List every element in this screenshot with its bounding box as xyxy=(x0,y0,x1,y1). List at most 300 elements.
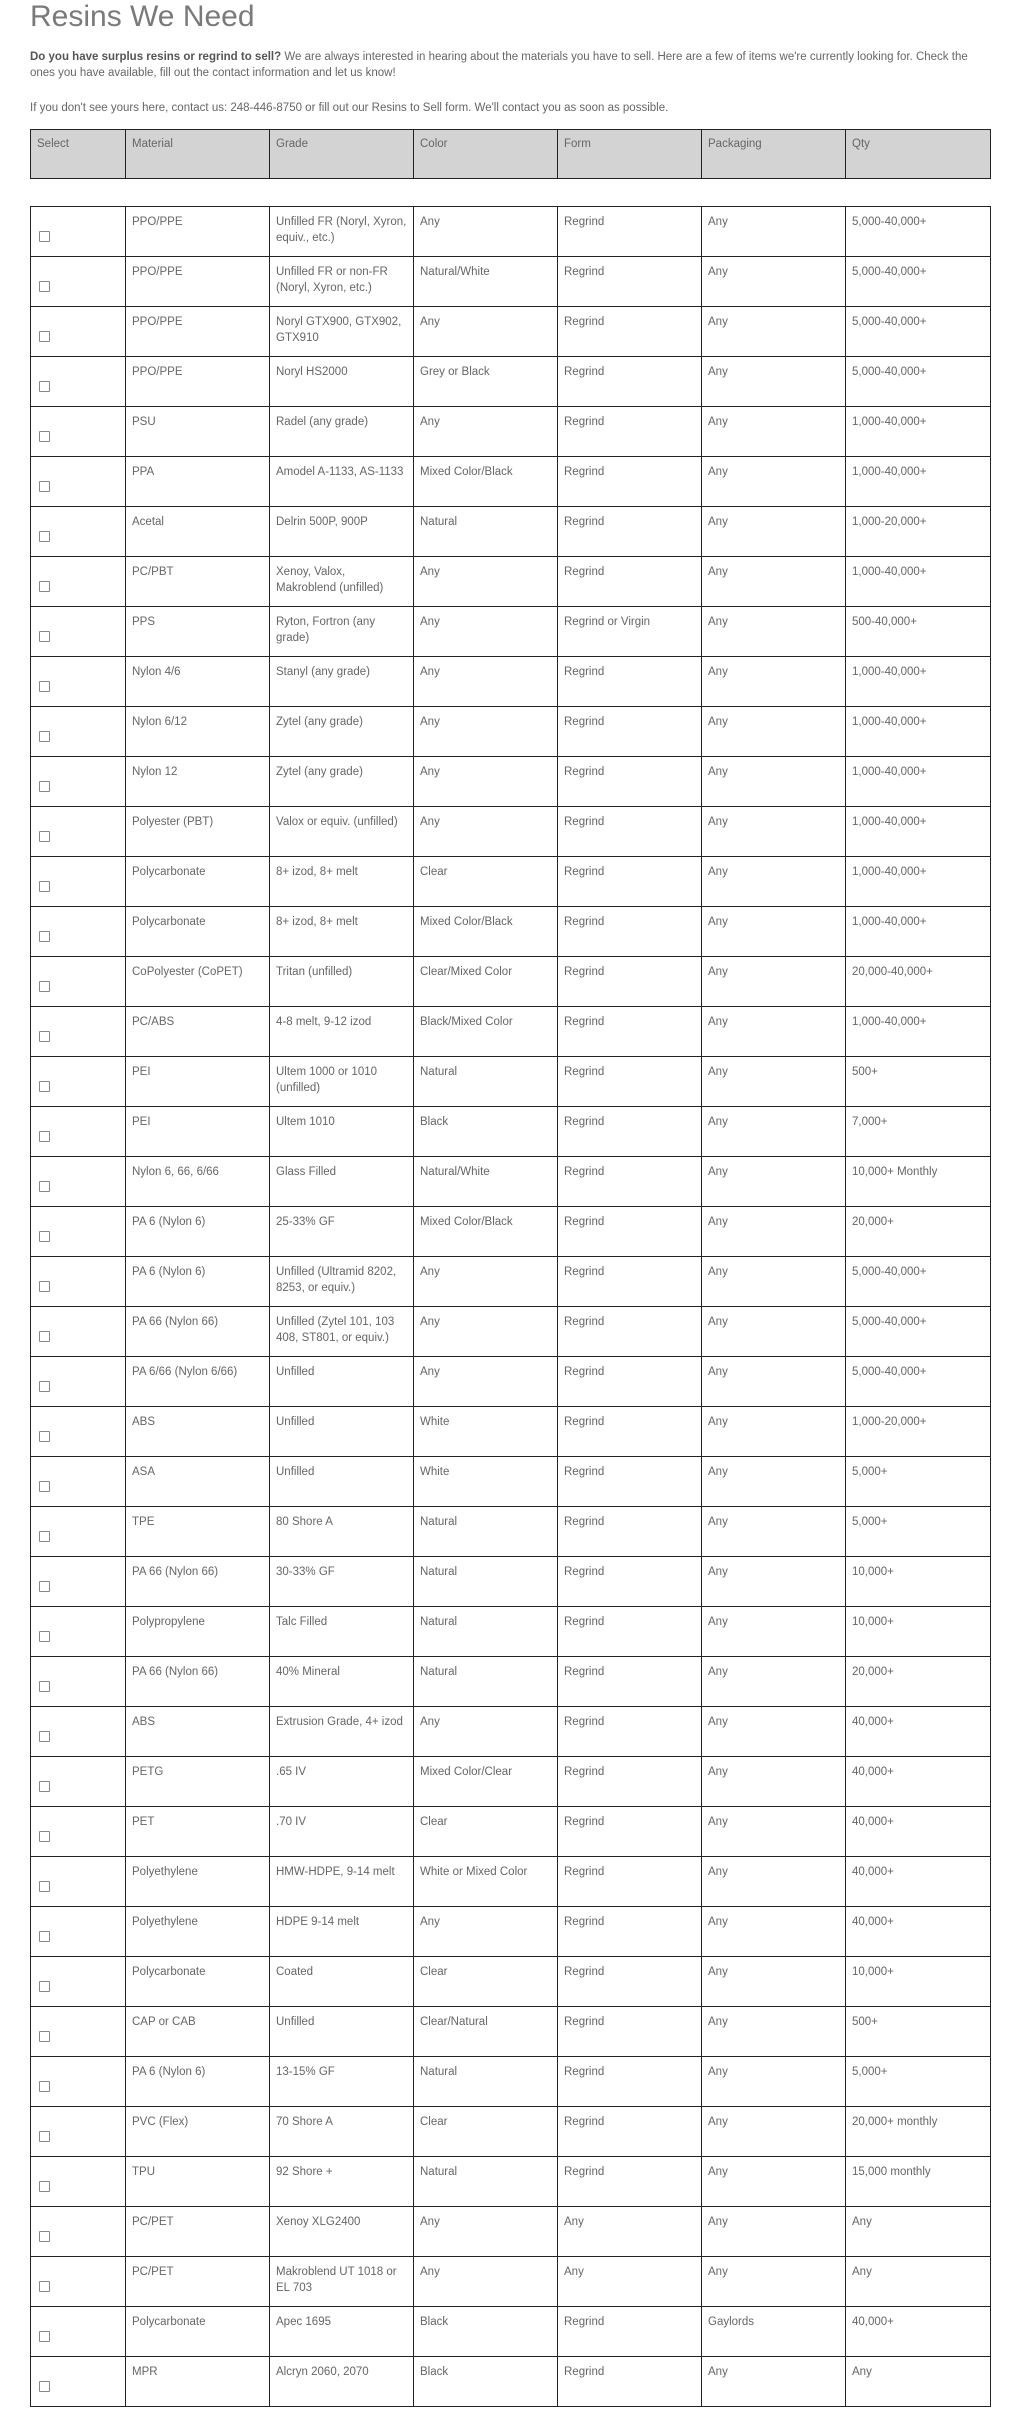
qty-cell: 1,000-40,000+ xyxy=(846,707,991,757)
packaging-cell: Any xyxy=(702,1457,846,1507)
material-cell: ABS xyxy=(126,1707,270,1757)
packaging-cell: Any xyxy=(702,1057,846,1107)
table-row xyxy=(31,2257,991,2307)
packaging-cell: Any xyxy=(702,2357,846,2407)
grade-cell: Radel (any grade) xyxy=(270,407,414,457)
color-cell: Natural xyxy=(414,1657,558,1707)
select-cell xyxy=(31,2157,126,2207)
select-cell xyxy=(31,1957,126,2007)
material-cell: PPS xyxy=(126,607,270,657)
select-checkbox[interactable] xyxy=(39,1631,50,1642)
select-checkbox[interactable] xyxy=(39,2331,50,2342)
color-cell: Mixed Color/Black xyxy=(414,907,558,957)
color-cell: White or Mixed Color xyxy=(414,1857,558,1907)
select-checkbox[interactable] xyxy=(39,1931,50,1942)
table-row xyxy=(31,1157,991,1207)
select-checkbox[interactable] xyxy=(39,2381,50,2392)
packaging-cell: Any xyxy=(702,2107,846,2157)
material-cell: PA 66 (Nylon 66) xyxy=(126,1557,270,1607)
select-checkbox[interactable] xyxy=(39,681,50,692)
select-cell xyxy=(31,907,126,957)
material-cell: CoPolyester (CoPET) xyxy=(126,957,270,1007)
resins-table xyxy=(30,206,991,2407)
material-cell: Polypropylene xyxy=(126,1607,270,1657)
qty-cell: 1,000-40,000+ xyxy=(846,757,991,807)
table-row xyxy=(31,1757,991,1807)
color-cell: Any xyxy=(414,807,558,857)
material-cell: Polycarbonate xyxy=(126,907,270,957)
qty-cell: 40,000+ xyxy=(846,1907,991,1957)
form-cell: Regrind xyxy=(558,407,702,457)
form-cell: Regrind xyxy=(558,307,702,357)
color-cell: Natural xyxy=(414,507,558,557)
packaging-cell: Any xyxy=(702,407,846,457)
grade-cell: Unfilled FR or non-FR (Noryl, Xyron, etc.) xyxy=(270,257,414,307)
material-cell: Nylon 12 xyxy=(126,757,270,807)
select-checkbox[interactable] xyxy=(39,531,50,542)
material-cell: PPO/PPE xyxy=(126,257,270,307)
select-checkbox[interactable] xyxy=(39,2281,50,2292)
select-checkbox[interactable] xyxy=(39,1681,50,1692)
select-cell xyxy=(31,2057,126,2107)
table-row xyxy=(31,2357,991,2407)
table-row xyxy=(31,1257,991,1307)
select-cell xyxy=(31,1707,126,1757)
form-cell: Regrind xyxy=(558,2107,702,2157)
material-cell: PA 66 (Nylon 66) xyxy=(126,1657,270,1707)
grade-cell: Noryl GTX900, GTX902, GTX910 xyxy=(270,307,414,357)
select-cell xyxy=(31,1207,126,1257)
color-cell: Clear/Mixed Color xyxy=(414,957,558,1007)
material-cell: PPA xyxy=(126,457,270,507)
color-cell: Any xyxy=(414,1307,558,1357)
grade-cell: 4-8 melt, 9-12 izod xyxy=(270,1007,414,1057)
grade-cell: 40% Mineral xyxy=(270,1657,414,1707)
select-checkbox[interactable] xyxy=(39,231,50,242)
grade-cell: Makroblend UT 1018 or EL 703 xyxy=(270,2257,414,2307)
table-row xyxy=(31,307,991,357)
form-cell: Regrind xyxy=(558,1557,702,1607)
select-cell xyxy=(31,1107,126,1157)
header-qty: Qty xyxy=(846,130,991,179)
grade-cell: Ultem 1010 xyxy=(270,1107,414,1157)
form-cell: Regrind xyxy=(558,1407,702,1457)
packaging-cell: Any xyxy=(702,507,846,557)
select-cell xyxy=(31,407,126,457)
grade-cell: Ultem 1000 or 1010 (unfilled) xyxy=(270,1057,414,1107)
packaging-cell: Any xyxy=(702,1607,846,1657)
packaging-cell: Any xyxy=(702,1007,846,1057)
grade-cell: .65 IV xyxy=(270,1757,414,1807)
table-row xyxy=(31,2307,991,2357)
select-checkbox[interactable] xyxy=(39,1031,50,1042)
material-cell: PEI xyxy=(126,1107,270,1157)
material-cell: Polycarbonate xyxy=(126,1957,270,2007)
table-row xyxy=(31,2057,991,2107)
table-row xyxy=(31,2207,991,2257)
grade-cell: Apec 1695 xyxy=(270,2307,414,2357)
color-cell: Grey or Black xyxy=(414,357,558,407)
select-checkbox[interactable] xyxy=(39,1831,50,1842)
table-row xyxy=(31,1457,991,1507)
select-checkbox[interactable] xyxy=(39,281,50,292)
qty-cell: 20,000+ xyxy=(846,1207,991,1257)
packaging-cell: Any xyxy=(702,707,846,757)
table-row xyxy=(31,1307,991,1357)
form-cell: Regrind xyxy=(558,1107,702,1157)
table-row xyxy=(31,857,991,907)
select-cell xyxy=(31,1407,126,1457)
qty-cell: 5,000+ xyxy=(846,1507,991,1557)
resins-table-body xyxy=(31,207,991,2407)
select-cell xyxy=(31,357,126,407)
form-cell: Regrind xyxy=(558,2157,702,2207)
table-row xyxy=(31,907,991,957)
select-checkbox[interactable] xyxy=(39,631,50,642)
color-cell: Black xyxy=(414,2307,558,2357)
grade-cell: 30-33% GF xyxy=(270,1557,414,1607)
select-cell xyxy=(31,957,126,1007)
select-cell xyxy=(31,1307,126,1357)
grade-cell: Stanyl (any grade) xyxy=(270,657,414,707)
select-checkbox[interactable] xyxy=(39,1581,50,1592)
qty-cell: 5,000+ xyxy=(846,1457,991,1507)
grade-cell: 25-33% GF xyxy=(270,1207,414,1257)
select-cell xyxy=(31,307,126,357)
intro-text: We are always interested in hearing about the materials you have to sell. Here are a few of items we're currently looking for. Check the ones you have available, fill out the contact information and let us know! xyxy=(30,51,968,79)
color-cell: Any xyxy=(414,1907,558,1957)
packaging-cell: Any xyxy=(702,2157,846,2207)
packaging-cell: Any xyxy=(702,257,846,307)
qty-cell: 5,000-40,000+ xyxy=(846,357,991,407)
select-checkbox[interactable] xyxy=(39,781,50,792)
form-cell: Regrind xyxy=(558,1657,702,1707)
material-cell: Nylon 4/6 xyxy=(126,657,270,707)
select-cell xyxy=(31,2007,126,2057)
table-row xyxy=(31,1207,991,1257)
grade-cell: HDPE 9-14 melt xyxy=(270,1907,414,1957)
packaging-cell: Any xyxy=(702,1807,846,1857)
select-checkbox[interactable] xyxy=(39,2131,50,2142)
grade-cell: Alcryn 2060, 2070 xyxy=(270,2357,414,2407)
select-checkbox[interactable] xyxy=(39,331,50,342)
select-checkbox[interactable] xyxy=(39,381,50,392)
color-cell: Clear xyxy=(414,857,558,907)
select-cell xyxy=(31,707,126,757)
form-cell: Regrind xyxy=(558,1607,702,1657)
grade-cell: Unfilled (Zytel 101, 103 408, ST801, or equiv.) xyxy=(270,1307,414,1357)
material-cell: MPR xyxy=(126,2357,270,2407)
material-cell: Nylon 6, 66, 6/66 xyxy=(126,1157,270,1207)
contact-paragraph: If you don't see yours here, contact us: 248-446-8750 or fill out our Resins to Sell form. We'll contact you as soon as possible. xyxy=(30,102,669,114)
form-cell: Regrind xyxy=(558,257,702,307)
packaging-cell: Any xyxy=(702,1407,846,1457)
select-checkbox[interactable] xyxy=(39,1481,50,1492)
select-checkbox[interactable] xyxy=(39,981,50,992)
qty-cell: 5,000-40,000+ xyxy=(846,307,991,357)
packaging-cell: Any xyxy=(702,1707,846,1757)
table-row xyxy=(31,407,991,457)
color-cell: Any xyxy=(414,1707,558,1757)
qty-cell: 40,000+ xyxy=(846,2307,991,2357)
color-cell: Mixed Color/Black xyxy=(414,1207,558,1257)
color-cell: Any xyxy=(414,307,558,357)
form-cell: Regrind xyxy=(558,1307,702,1357)
qty-cell: 10,000+ xyxy=(846,1957,991,2007)
select-checkbox[interactable] xyxy=(39,1431,50,1442)
select-checkbox[interactable] xyxy=(39,431,50,442)
grade-cell: .70 IV xyxy=(270,1807,414,1857)
grade-cell: 80 Shore A xyxy=(270,1507,414,1557)
form-cell: Regrind xyxy=(558,1457,702,1507)
qty-cell: 1,000-40,000+ xyxy=(846,557,991,607)
color-cell: Natural xyxy=(414,2057,558,2107)
material-cell: PC/PET xyxy=(126,2207,270,2257)
material-cell: PPO/PPE xyxy=(126,307,270,357)
color-cell: Clear xyxy=(414,1957,558,2007)
packaging-cell: Any xyxy=(702,1107,846,1157)
material-cell: PEI xyxy=(126,1057,270,1107)
form-cell: Regrind xyxy=(558,707,702,757)
color-cell: Any xyxy=(414,607,558,657)
grade-cell: Unfilled xyxy=(270,1457,414,1507)
qty-cell: 20,000+ monthly xyxy=(846,2107,991,2157)
select-cell xyxy=(31,807,126,857)
grade-cell: 8+ izod, 8+ melt xyxy=(270,907,414,957)
grade-cell: Ryton, Fortron (any grade) xyxy=(270,607,414,657)
table-row xyxy=(31,1607,991,1657)
grade-cell: Xenoy XLG2400 xyxy=(270,2207,414,2257)
select-checkbox[interactable] xyxy=(39,1181,50,1192)
select-cell xyxy=(31,1657,126,1707)
select-cell xyxy=(31,1507,126,1557)
packaging-cell: Any xyxy=(702,1507,846,1557)
form-cell: Regrind xyxy=(558,1707,702,1757)
header-packaging: Packaging xyxy=(702,130,846,179)
color-cell: Any xyxy=(414,2257,558,2307)
qty-cell: 500+ xyxy=(846,1057,991,1107)
color-cell: Natural xyxy=(414,2157,558,2207)
form-cell: Regrind xyxy=(558,657,702,707)
form-cell: Regrind xyxy=(558,1757,702,1807)
table-row xyxy=(31,1057,991,1107)
form-cell: Regrind xyxy=(558,1907,702,1957)
select-checkbox[interactable] xyxy=(39,1781,50,1792)
color-cell: Mixed Color/Clear xyxy=(414,1757,558,1807)
qty-cell: 500+ xyxy=(846,2007,991,2057)
table-row xyxy=(31,1807,991,1857)
select-cell xyxy=(31,2357,126,2407)
form-cell: Regrind xyxy=(558,907,702,957)
grade-cell: Zytel (any grade) xyxy=(270,757,414,807)
material-cell: PA 6 (Nylon 6) xyxy=(126,1207,270,1257)
material-cell: PSU xyxy=(126,407,270,457)
qty-cell: 5,000-40,000+ xyxy=(846,207,991,257)
select-checkbox[interactable] xyxy=(39,2031,50,2042)
packaging-cell: Any xyxy=(702,1657,846,1707)
packaging-cell: Any xyxy=(702,1357,846,1407)
qty-cell: 40,000+ xyxy=(846,1707,991,1757)
select-checkbox[interactable] xyxy=(39,1531,50,1542)
material-cell: PA 6/66 (Nylon 6/66) xyxy=(126,1357,270,1407)
grade-cell: Unfilled xyxy=(270,2007,414,2057)
qty-cell: 40,000+ xyxy=(846,1857,991,1907)
form-cell: Regrind xyxy=(558,1007,702,1057)
packaging-cell: Any xyxy=(702,1257,846,1307)
header-form: Form xyxy=(558,130,702,179)
form-cell: Regrind xyxy=(558,557,702,607)
color-cell: Any xyxy=(414,707,558,757)
select-cell xyxy=(31,1357,126,1407)
select-checkbox[interactable] xyxy=(39,1981,50,1992)
color-cell: Mixed Color/Black xyxy=(414,457,558,507)
table-row xyxy=(31,2007,991,2057)
packaging-cell: Any xyxy=(702,1757,846,1807)
form-cell: Regrind xyxy=(558,2057,702,2107)
select-checkbox[interactable] xyxy=(39,881,50,892)
qty-cell: 5,000-40,000+ xyxy=(846,1307,991,1357)
select-cell xyxy=(31,1807,126,1857)
select-checkbox[interactable] xyxy=(39,831,50,842)
material-cell: TPE xyxy=(126,1507,270,1557)
packaging-cell: Any xyxy=(702,1957,846,2007)
packaging-cell: Any xyxy=(702,757,846,807)
intro-paragraph xyxy=(30,49,990,81)
material-cell: PC/ABS xyxy=(126,1007,270,1057)
select-checkbox[interactable] xyxy=(39,2231,50,2242)
select-checkbox[interactable] xyxy=(39,1381,50,1392)
select-cell xyxy=(31,2207,126,2257)
color-cell: Any xyxy=(414,207,558,257)
form-cell: Regrind or Virgin xyxy=(558,607,702,657)
grade-cell: Unfilled FR (Noryl, Xyron, equiv., etc.) xyxy=(270,207,414,257)
select-cell xyxy=(31,1257,126,1307)
form-cell: Any xyxy=(558,2257,702,2307)
form-cell: Regrind xyxy=(558,807,702,857)
form-cell: Regrind xyxy=(558,2357,702,2407)
grade-cell: 92 Shore + xyxy=(270,2157,414,2207)
material-cell: ABS xyxy=(126,1407,270,1457)
packaging-cell: Any xyxy=(702,1207,846,1257)
qty-cell: 20,000+ xyxy=(846,1657,991,1707)
material-cell: PA 6 (Nylon 6) xyxy=(126,2057,270,2107)
select-checkbox[interactable] xyxy=(39,1131,50,1142)
material-cell: PC/PET xyxy=(126,2257,270,2307)
select-checkbox[interactable] xyxy=(39,2081,50,2092)
page-title: Resins We Need xyxy=(30,0,255,33)
select-checkbox[interactable] xyxy=(39,2181,50,2192)
packaging-cell: Any xyxy=(702,607,846,657)
select-cell xyxy=(31,1557,126,1607)
grade-cell: 13-15% GF xyxy=(270,2057,414,2107)
material-cell: ASA xyxy=(126,1457,270,1507)
form-cell: Any xyxy=(558,2207,702,2257)
select-checkbox[interactable] xyxy=(39,1881,50,1892)
packaging-cell: Any xyxy=(702,907,846,957)
select-checkbox[interactable] xyxy=(39,931,50,942)
table-row xyxy=(31,1907,991,1957)
material-cell: Polyethylene xyxy=(126,1857,270,1907)
packaging-cell: Any xyxy=(702,807,846,857)
material-cell: Polycarbonate xyxy=(126,2307,270,2357)
material-cell: Polyethylene xyxy=(126,1907,270,1957)
table-row xyxy=(31,1707,991,1757)
form-cell: Regrind xyxy=(558,1157,702,1207)
grade-cell: Amodel A-1133, AS-1133 xyxy=(270,457,414,507)
color-cell: Natural/White xyxy=(414,1157,558,1207)
material-cell: PET xyxy=(126,1807,270,1857)
select-checkbox[interactable] xyxy=(39,1231,50,1242)
material-cell: Acetal xyxy=(126,507,270,557)
qty-cell: 1,000-20,000+ xyxy=(846,507,991,557)
color-cell: Any xyxy=(414,407,558,457)
color-cell: Black xyxy=(414,1107,558,1157)
packaging-cell: Any xyxy=(702,1907,846,1957)
qty-cell: 5,000-40,000+ xyxy=(846,1257,991,1307)
qty-cell: 1,000-40,000+ xyxy=(846,1007,991,1057)
select-cell xyxy=(31,757,126,807)
select-cell xyxy=(31,657,126,707)
select-cell xyxy=(31,457,126,507)
grade-cell: Zytel (any grade) xyxy=(270,707,414,757)
form-cell: Regrind xyxy=(558,857,702,907)
form-cell: Regrind xyxy=(558,1257,702,1307)
select-checkbox[interactable] xyxy=(39,1081,50,1092)
qty-cell: 1,000-40,000+ xyxy=(846,857,991,907)
qty-cell: 1,000-40,000+ xyxy=(846,457,991,507)
color-cell: Black xyxy=(414,2357,558,2407)
qty-cell: 20,000-40,000+ xyxy=(846,957,991,1007)
table-row xyxy=(31,1657,991,1707)
select-checkbox[interactable] xyxy=(39,1731,50,1742)
table-row xyxy=(31,2157,991,2207)
qty-cell: 40,000+ xyxy=(846,1757,991,1807)
color-cell: Any xyxy=(414,657,558,707)
table-row xyxy=(31,1507,991,1557)
form-cell: Regrind xyxy=(558,1507,702,1557)
form-cell: Regrind xyxy=(558,1357,702,1407)
material-cell: PC/PBT xyxy=(126,557,270,607)
table-row xyxy=(31,1857,991,1907)
qty-cell: Any xyxy=(846,2357,991,2407)
packaging-cell: Any xyxy=(702,657,846,707)
grade-cell: Talc Filled xyxy=(270,1607,414,1657)
select-checkbox[interactable] xyxy=(39,731,50,742)
form-cell: Regrind xyxy=(558,1957,702,2007)
qty-cell: 1,000-20,000+ xyxy=(846,1407,991,1457)
form-cell: Regrind xyxy=(558,1057,702,1107)
form-cell: Regrind xyxy=(558,507,702,557)
grade-cell: Tritan (unfilled) xyxy=(270,957,414,1007)
table-row xyxy=(31,507,991,557)
grade-cell: 70 Shore A xyxy=(270,2107,414,2157)
select-checkbox[interactable] xyxy=(39,1281,50,1292)
select-checkbox[interactable] xyxy=(39,581,50,592)
form-cell: Regrind xyxy=(558,457,702,507)
qty-cell: 10,000+ xyxy=(846,1607,991,1657)
select-cell xyxy=(31,1457,126,1507)
form-cell: Regrind xyxy=(558,357,702,407)
select-checkbox[interactable] xyxy=(39,1331,50,1342)
packaging-cell: Any xyxy=(702,307,846,357)
select-checkbox[interactable] xyxy=(39,481,50,492)
color-cell: White xyxy=(414,1407,558,1457)
table-row xyxy=(31,207,991,257)
color-cell: White xyxy=(414,1457,558,1507)
select-cell xyxy=(31,1607,126,1657)
select-cell xyxy=(31,1757,126,1807)
table-row xyxy=(31,657,991,707)
